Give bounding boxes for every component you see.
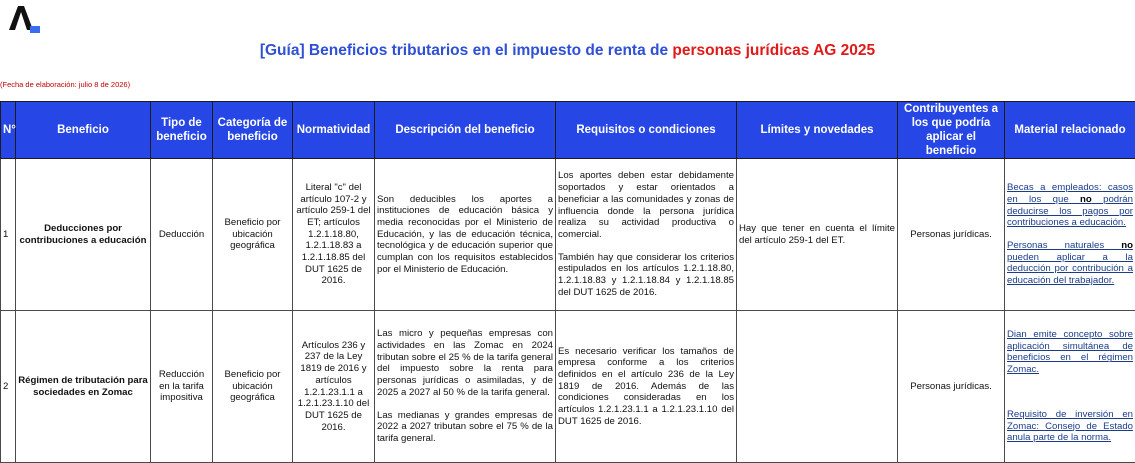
requirements-paragraph: También hay que considerar los criterios estipulados en los artículos 1.2.1.18.80, 1.2.1.18.83 y 1.2.1.18.84 y 1.2.1.18.85 del DUT 1625 de 2016. <box>558 252 734 299</box>
limits: Hay que tener en cuenta el límite del artículo 259-1 del ET. <box>737 159 898 311</box>
benefits-table <box>0 101 1135 463</box>
related-link[interactable]: Requisito de inversión en Zomac: Consejo de Estado anula parte de la norma. <box>1007 409 1133 443</box>
related-material <box>1005 159 1135 311</box>
benefit-type: Reducción en la tarifa impositiva <box>151 311 213 463</box>
description <box>375 311 556 463</box>
taxpayers: Personas jurídicas. <box>898 311 1005 463</box>
header-descripcion: Descripción del beneficio <box>375 102 556 159</box>
header-limites: Límites y novedades <box>737 102 898 159</box>
row-number: 1 <box>1 159 16 311</box>
table-row <box>1 311 1135 463</box>
requirements <box>556 159 737 311</box>
header-normatividad: Normatividad <box>293 102 375 159</box>
description-paragraph: Son deducibles los aportes a instituciones de educación básica y media reconocidas por el Ministerio de Educación, y las de educación técnica, tecnológica y de educación superior que cumplan con los requisitos establecidos por el Ministerio de Educación. <box>377 194 553 276</box>
title-part-red: personas jurídicas AG 2025 <box>672 42 875 59</box>
header-requisitos: Requisitos o condiciones <box>556 102 737 159</box>
related-link[interactable]: Dian emite concepto sobre aplicación simultánea de beneficios en el régimen Zomac. <box>1007 329 1133 375</box>
limits <box>737 311 898 463</box>
regulation: Artículos 236 y 237 de la Ley 1819 de 2016 y artículos 1.2.1.23.1.1 a 1.2.1.23.1.10 del DUT 1625 de 2016. <box>293 311 375 463</box>
requirements-paragraph: Es necesario verificar los tamaños de empresa conforme a los criterios definidos en el artículo 236 de la Ley 1819 de 2016. Además de las condiciones consideradas en los artículos 1.2.1.23.1.1 a 1.2.1.23.1.10 del DUT 1625 de 2016. <box>558 346 734 428</box>
description-paragraph: Las micro y pequeñas empresas con actividades en las Zomac en 2024 tributan sobre el 25 % de la tarifa general del impuesto sobre la renta para personas jurídicas o asimiladas, y de 2025 a 2027 al 50 % de la tarifa general. <box>377 328 553 398</box>
taxpayers: Personas jurídicas. <box>898 159 1005 311</box>
header-contribuyentes: Contribuyentes a los que podría aplicar el beneficio <box>898 102 1005 159</box>
date-note: (Fecha de elaboración: julio 8 de 2026) <box>0 80 130 89</box>
related-link[interactable]: Becas a empleados: casos en los que no podrán deducirse los pagos por contribuciones a educación. <box>1007 182 1133 228</box>
a-logo-icon <box>7 3 43 33</box>
requirements <box>556 311 737 463</box>
header-material: Material relacionado <box>1005 102 1135 159</box>
benefit-category: Beneficio por ubicación geográfica <box>213 159 293 311</box>
table-header-row <box>1 102 1135 159</box>
requirements-paragraph: Los aportes deben estar debidamente soportados y estar orientados a beneficiar a las comunidades y zonas de influencia donde la persona jurídica realiza su actividad productiva o comercial. <box>558 170 734 240</box>
title-part-blue: [Guía] Beneficios tributarios en el impuesto de renta de <box>260 42 673 59</box>
row-number: 2 <box>1 311 16 463</box>
benefit-category: Beneficio por ubicación geográfica <box>213 311 293 463</box>
benefit-type: Deducción <box>151 159 213 311</box>
table-row <box>1 159 1135 311</box>
header-tipo: Tipo de beneficio <box>151 102 213 159</box>
related-material <box>1005 311 1135 463</box>
benefit-name: Deducciones por contribuciones a educación <box>16 159 151 311</box>
regulation: Literal "c" del artículo 107-2 y artículo 259-1 del ET; artículos 1.2.1.18.80, 1.2.1.18.83 a 1.2.1.18.85 del DUT 1625 de 2016. <box>293 159 375 311</box>
header-categoria: Categoría de beneficio <box>213 102 293 159</box>
related-link[interactable]: Personas naturales no pueden aplicar a la deducción por contribución a educación del trabajador. <box>1007 240 1133 286</box>
benefit-name: Régimen de tributación para sociedades en Zomac <box>16 311 151 463</box>
page-title <box>0 42 1135 60</box>
description <box>375 159 556 311</box>
header-num: N° <box>1 102 16 159</box>
header-beneficio: Beneficio <box>16 102 151 159</box>
description-paragraph: Las medianas y grandes empresas de 2022 a 2027 tributan sobre el 75 % de la tarifa general. <box>377 410 553 445</box>
